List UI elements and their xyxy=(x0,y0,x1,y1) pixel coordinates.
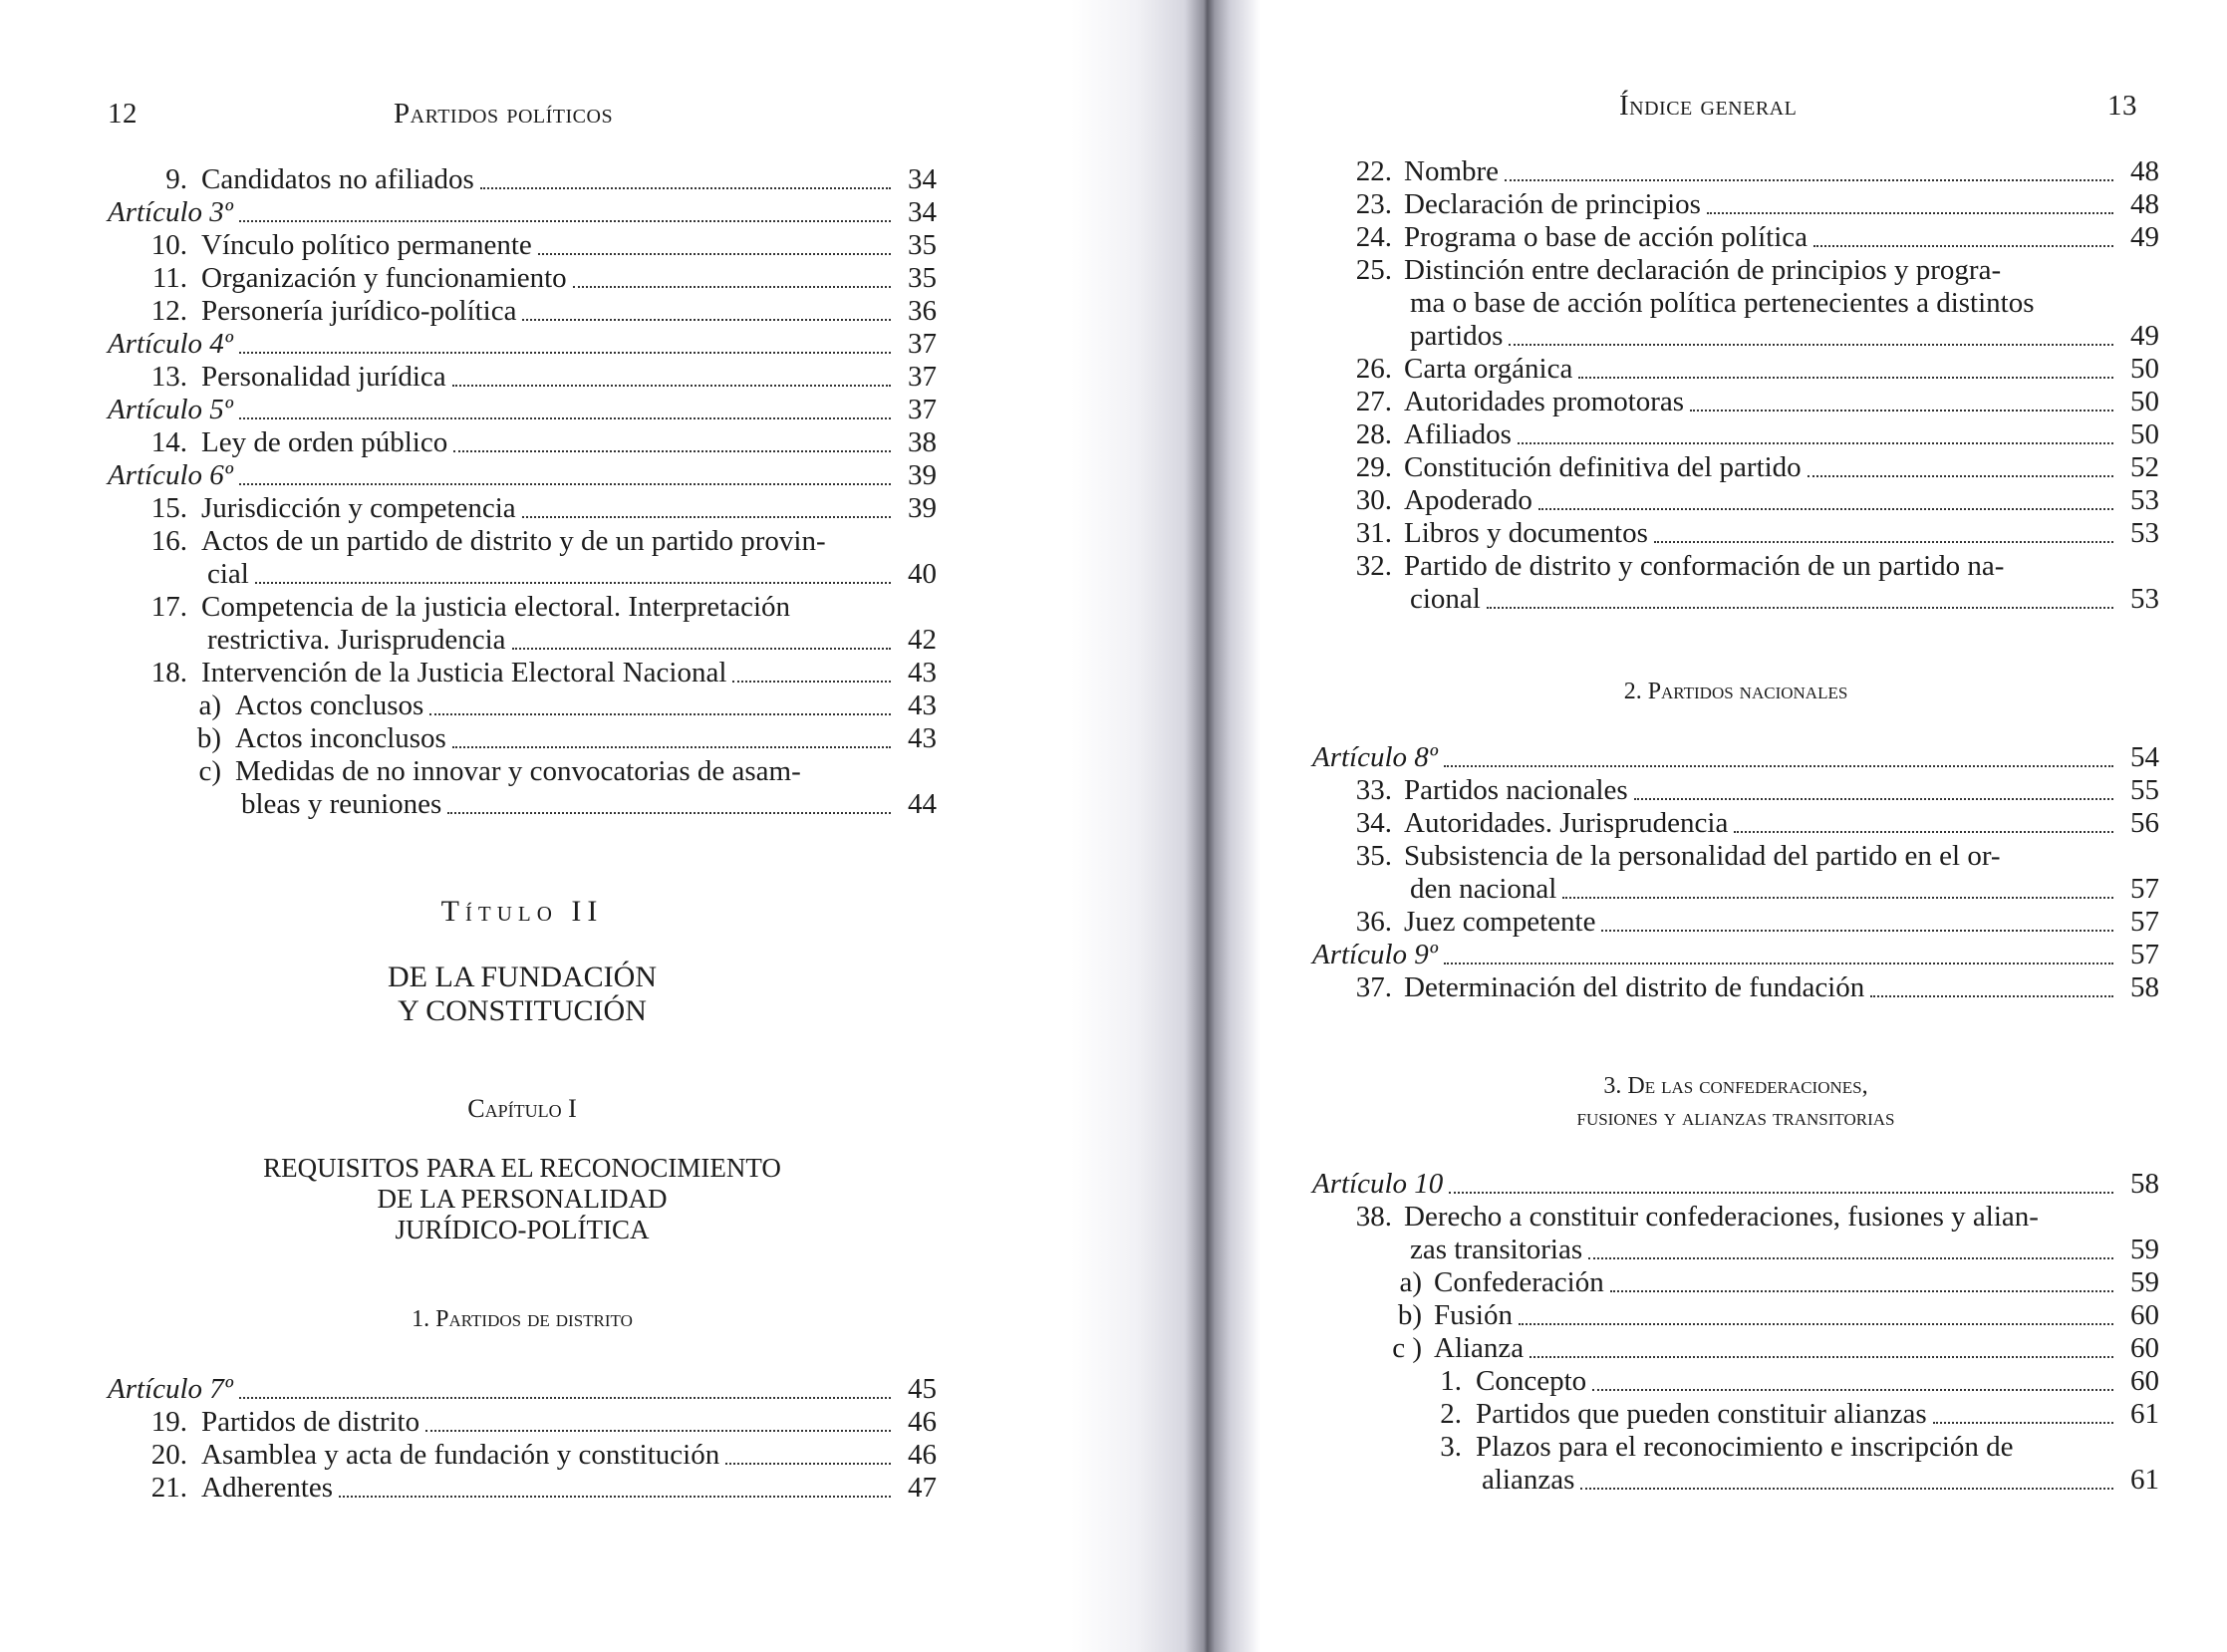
toc-entry-label: Artículo 9º xyxy=(1312,939,1438,970)
dot-leader xyxy=(1654,540,2113,543)
toc-entry-label: Jurisdicción y competencia xyxy=(201,492,516,524)
toc-article-row xyxy=(108,394,937,426)
toc-entry-label: Programa o base de acción política xyxy=(1404,221,1809,253)
toc-entry-number: b) xyxy=(196,722,221,754)
dot-leader xyxy=(425,1429,891,1432)
toc-entry xyxy=(1312,906,2159,939)
dot-leader xyxy=(1933,1421,2113,1424)
dot-leader xyxy=(1444,962,2113,964)
dot-leader xyxy=(452,384,891,387)
dot-leader xyxy=(538,252,891,255)
toc-page-number: 52 xyxy=(2130,451,2159,483)
dot-leader xyxy=(1808,474,2113,477)
toc-entry-label: Actos conclusos xyxy=(235,689,424,721)
toc-entry-label: Artículo 7º xyxy=(108,1373,233,1405)
toc-entry-label: Declaración de principios xyxy=(1404,188,1701,220)
toc-entry-number: 31. xyxy=(1355,517,1392,549)
toc-entry-text-line: Partido de distrito y conformación de un partido na- xyxy=(1404,550,2005,582)
toc-entry xyxy=(108,262,937,295)
toc-entry-label: Apoderado xyxy=(1404,484,1532,516)
dot-leader xyxy=(1734,830,2113,833)
toc-entry-number: 13. xyxy=(150,361,187,393)
toc-entry-label: Confederación xyxy=(1434,1266,1604,1298)
dot-leader xyxy=(522,318,891,321)
toc-page-number: 46 xyxy=(908,1406,937,1438)
dot-leader xyxy=(239,482,891,485)
toc-entry-number: 36. xyxy=(1355,906,1392,938)
toc-entry xyxy=(1312,254,2159,353)
toc-entry xyxy=(1312,155,2159,188)
toc-entry-number: 37. xyxy=(1355,971,1392,1003)
toc-article-row xyxy=(108,1373,937,1406)
running-head: Índice general xyxy=(1619,90,1798,122)
toc-entry-number: 29. xyxy=(1355,451,1392,483)
toc-entry-label: Afiliados xyxy=(1404,418,1512,450)
dot-leader xyxy=(1509,343,2113,346)
capitulo-label: Capítulo I xyxy=(467,1094,577,1123)
toc-entry xyxy=(1312,188,2159,221)
toc-entry xyxy=(108,426,937,459)
toc-page-number: 53 xyxy=(2130,484,2159,516)
dot-leader xyxy=(1519,1322,2113,1325)
toc-entry-number: 11. xyxy=(151,262,187,294)
toc-page-number: 43 xyxy=(908,722,937,754)
section-heading-line: 3. De las confederaciones, xyxy=(1603,1073,1868,1099)
toc-entry xyxy=(1312,1398,2159,1431)
toc-entry-number: 16. xyxy=(150,525,187,557)
toc-entry-number: 20. xyxy=(150,1439,187,1471)
toc-entry xyxy=(108,492,937,525)
toc-entry-label: Organización y funcionamiento xyxy=(201,262,567,294)
toc-entry-number: 38. xyxy=(1355,1201,1392,1233)
dot-leader xyxy=(1444,764,2113,767)
toc-entry-label: cial xyxy=(207,558,249,590)
toc-entry-label: restrictiva. Jurisprudencia xyxy=(207,624,506,656)
toc-page-number: 45 xyxy=(908,1373,937,1405)
toc-page-number: 50 xyxy=(2130,418,2159,450)
toc-page-number: 37 xyxy=(908,361,937,393)
dot-leader xyxy=(1813,244,2113,247)
toc-page-number: 43 xyxy=(908,689,937,721)
toc-entry xyxy=(1312,1299,2159,1332)
toc-page-number: 53 xyxy=(2130,583,2159,615)
toc-entry xyxy=(1312,1365,2159,1398)
toc-entry-number: 28. xyxy=(1355,418,1392,450)
toc-entry-number: 10. xyxy=(150,229,187,261)
toc-page-number: 43 xyxy=(908,657,937,688)
toc-page-number: 37 xyxy=(908,328,937,360)
toc-entry-label: Nombre xyxy=(1404,155,1500,187)
toc-page-number: 47 xyxy=(908,1472,937,1504)
toc-entry xyxy=(108,591,937,657)
toc-entry xyxy=(108,657,937,689)
toc-entry xyxy=(108,1439,937,1472)
toc-page-number: 50 xyxy=(2130,353,2159,385)
toc-entry-number: 35. xyxy=(1355,840,1392,872)
toc-page-number: 55 xyxy=(2130,774,2159,806)
toc-entry xyxy=(108,163,937,196)
toc-page-number: 60 xyxy=(2130,1365,2159,1397)
toc-entry xyxy=(108,755,937,821)
toc-page-number: 44 xyxy=(908,788,937,820)
toc-page-number: 39 xyxy=(908,492,937,524)
toc-entry-number: 2. xyxy=(1440,1398,1462,1430)
toc-entry-label: Carta orgánica xyxy=(1404,353,1573,385)
toc-entry xyxy=(1312,971,2159,1004)
toc-entry-number: 32. xyxy=(1355,550,1392,582)
page-number: 12 xyxy=(108,98,138,130)
toc-block xyxy=(108,163,937,821)
toc-entry xyxy=(1312,484,2159,517)
toc-entry-label: Partidos de distrito xyxy=(201,1406,420,1438)
toc-entry-number: 22. xyxy=(1355,155,1392,187)
toc-entry-label: Artículo 8º xyxy=(1312,741,1438,773)
toc-page-number: 58 xyxy=(2130,971,2159,1003)
toc-entry-number: 3. xyxy=(1440,1431,1462,1463)
left-page xyxy=(0,0,1071,1652)
toc-entry-number: 33. xyxy=(1355,774,1392,806)
capitulo-name-line: REQUISITOS PARA EL RECONOCIMIENTO xyxy=(263,1153,781,1183)
dot-leader xyxy=(255,581,891,584)
toc-article-row xyxy=(1312,1168,2159,1201)
toc-entry-label: Partidos que pueden constituir alianzas xyxy=(1476,1398,1927,1430)
capitulo-name xyxy=(108,1153,937,1245)
toc-entry-number: 18. xyxy=(150,657,187,688)
toc-article-row xyxy=(108,459,937,492)
toc-page-number: 58 xyxy=(2130,1168,2159,1200)
toc-entry xyxy=(1312,418,2159,451)
toc-entry-number: 15. xyxy=(150,492,187,524)
toc-entry-label: Actos inconclusos xyxy=(235,722,446,754)
toc-entry-label: Intervención de la Justicia Electoral Nacional xyxy=(201,657,727,688)
dot-leader xyxy=(453,449,891,452)
toc-entry-label: Partidos nacionales xyxy=(1404,774,1628,806)
page-number: 13 xyxy=(2107,90,2137,122)
toc-entry xyxy=(1312,550,2159,616)
toc-page-number: 60 xyxy=(2130,1332,2159,1364)
titulo-name-line: Y CONSTITUCIÓN xyxy=(398,994,647,1027)
toc-entry-number: 23. xyxy=(1355,188,1392,220)
dot-leader xyxy=(480,186,891,189)
toc-page-number: 40 xyxy=(908,558,937,590)
toc-page-number: 61 xyxy=(2130,1464,2159,1496)
capitulo-name-line: JURÍDICO-POLÍTICA xyxy=(395,1215,650,1244)
dot-leader xyxy=(1505,178,2113,181)
toc-entry xyxy=(1312,451,2159,484)
toc-entry-label: Artículo 4º xyxy=(108,328,233,360)
running-head: Partidos políticos xyxy=(394,98,614,130)
dot-leader xyxy=(1707,211,2113,214)
dot-leader xyxy=(522,515,891,518)
toc-entry-label: bleas y reuniones xyxy=(241,788,442,820)
toc-entry-label: Artículo 3º xyxy=(108,196,233,228)
toc-entry-label: Ley de orden público xyxy=(201,426,448,458)
dot-leader xyxy=(239,416,891,419)
dot-leader xyxy=(1578,376,2113,379)
toc-entry xyxy=(108,361,937,394)
capitulo-name-line: DE LA PERSONALIDAD xyxy=(377,1184,668,1214)
toc-page-number: 35 xyxy=(908,229,937,261)
toc-page-number: 37 xyxy=(908,394,937,425)
toc-entry xyxy=(1312,807,2159,840)
toc-page-number: 59 xyxy=(2130,1266,2159,1298)
dot-leader xyxy=(1449,1191,2113,1194)
toc-page-number: 50 xyxy=(2130,386,2159,417)
toc-entry-text-line: Subsistencia de la personalidad del partido en el or- xyxy=(1404,840,2001,872)
toc-page-number: 57 xyxy=(2130,906,2159,938)
right-page xyxy=(1260,0,2227,1652)
toc-entry xyxy=(108,229,937,262)
toc-entry xyxy=(108,1472,937,1505)
dot-leader xyxy=(1518,441,2113,444)
toc-entry-number: 19. xyxy=(150,1406,187,1438)
toc-entry-label: Constitución definitiva del partido xyxy=(1404,451,1802,483)
toc-entry xyxy=(108,295,937,328)
toc-page-number: 56 xyxy=(2130,807,2159,839)
toc-entry-number: 24. xyxy=(1355,221,1392,253)
dot-leader xyxy=(339,1495,891,1498)
toc-entry-text-line: Derecho a constituir confederaciones, fusiones y alian- xyxy=(1404,1201,2039,1233)
toc-entry-label: Adherentes xyxy=(201,1472,334,1504)
titulo-name xyxy=(108,961,937,1028)
toc-entry-number: 9. xyxy=(165,163,187,195)
toc-entry xyxy=(108,525,937,591)
toc-entry-number: 12. xyxy=(150,295,187,327)
toc-page-number: 61 xyxy=(2130,1398,2159,1430)
toc-article-row xyxy=(1312,741,2159,774)
toc-page-number: 42 xyxy=(908,624,937,656)
toc-entry xyxy=(1312,1266,2159,1299)
section-heading xyxy=(1312,1070,2159,1134)
dot-leader xyxy=(1588,1256,2113,1259)
dot-leader xyxy=(732,680,891,683)
toc-entry-number: c) xyxy=(198,755,221,787)
dot-leader xyxy=(512,647,891,650)
toc-entry-text-line: Plazos para el reconocimiento e inscripción de xyxy=(1476,1431,2014,1463)
toc-page-number: 49 xyxy=(2130,221,2159,253)
toc-block xyxy=(1312,741,2159,1004)
toc-entry-label: Determinación del distrito de fundación xyxy=(1404,971,1865,1003)
dot-leader xyxy=(239,219,891,222)
dot-leader xyxy=(452,745,891,748)
toc-page-number: 59 xyxy=(2130,1234,2159,1265)
toc-entry-label: Alianza xyxy=(1434,1332,1525,1364)
toc-page-number: 53 xyxy=(2130,517,2159,549)
toc-entry xyxy=(1312,1431,2159,1497)
toc-entry-number: 27. xyxy=(1355,386,1392,417)
toc-entry-label: Personería jurídico-política xyxy=(201,295,517,327)
dot-leader xyxy=(1601,929,2113,932)
toc-entry-label: Concepto xyxy=(1476,1365,1587,1397)
toc-entry xyxy=(1312,221,2159,254)
toc-entry-text-line: ma o base de acción política pertenecientes a distintos xyxy=(1410,287,2035,319)
toc-page-number: 54 xyxy=(2130,741,2159,773)
dot-leader xyxy=(239,351,891,354)
toc-entry-label: Fusión xyxy=(1434,1299,1513,1331)
toc-page-number: 34 xyxy=(908,163,937,195)
toc-page-number: 57 xyxy=(2130,873,2159,905)
dot-leader xyxy=(1580,1487,2113,1490)
dot-leader xyxy=(1538,507,2113,510)
toc-block xyxy=(108,1373,937,1505)
toc-entry xyxy=(1312,386,2159,418)
dot-leader xyxy=(1634,797,2113,800)
toc-article-row xyxy=(108,328,937,361)
toc-entry-number: a) xyxy=(198,689,221,721)
toc-entry-label: alianzas xyxy=(1482,1464,1575,1496)
toc-page-number: 60 xyxy=(2130,1299,2159,1331)
dot-leader xyxy=(1690,409,2113,412)
toc-page-number: 39 xyxy=(908,459,937,491)
section-heading: 2. Partidos nacionales xyxy=(1623,679,1848,704)
toc-entry-label: Personalidad jurídica xyxy=(201,361,446,393)
toc-article-row xyxy=(1312,939,2159,971)
toc-entry-number: b) xyxy=(1397,1299,1422,1331)
toc-entry-label: Asamblea y acta de fundación y constitución xyxy=(201,1439,720,1471)
toc-entry-number: 25. xyxy=(1355,254,1392,286)
toc-entry-text-line: Actos de un partido de distrito y de un partido provin- xyxy=(201,525,826,557)
toc-block xyxy=(1312,155,2159,616)
titulo-name-line: DE LA FUNDACIÓN xyxy=(388,961,657,993)
toc-page-number: 48 xyxy=(2130,155,2159,187)
toc-page-number: 36 xyxy=(908,295,937,327)
toc-entry-text-line: Distinción entre declaración de principios y progra- xyxy=(1404,254,2002,286)
toc-entry-number: 30. xyxy=(1355,484,1392,516)
dot-leader xyxy=(1530,1355,2113,1358)
toc-entry xyxy=(1312,1332,2159,1365)
toc-entry-label: Artículo 10 xyxy=(1312,1168,1444,1200)
toc-entry-number: 26. xyxy=(1355,353,1392,385)
toc-entry-number: 1. xyxy=(1440,1365,1462,1397)
toc-entry xyxy=(1312,517,2159,550)
toc-entry xyxy=(1312,774,2159,807)
dot-leader xyxy=(429,712,891,715)
toc-entry-label: Candidatos no afiliados xyxy=(201,163,474,195)
dot-leader xyxy=(447,811,891,814)
toc-entry-text-line: Competencia de la justicia electoral. Interpretación xyxy=(201,591,791,623)
toc-entry-label: Vínculo político permanente xyxy=(201,229,532,261)
toc-entry xyxy=(108,722,937,755)
section-heading: 1. Partidos de distrito xyxy=(412,1306,633,1332)
dot-leader xyxy=(239,1396,891,1399)
toc-entry-number: 14. xyxy=(150,426,187,458)
toc-page-number: 46 xyxy=(908,1439,937,1471)
toc-page-number: 49 xyxy=(2130,320,2159,352)
toc-page-number: 35 xyxy=(908,262,937,294)
dot-leader xyxy=(1592,1388,2113,1391)
toc-entry-label: den nacional xyxy=(1410,873,1557,905)
titulo-label: Título II xyxy=(440,895,604,928)
dot-leader xyxy=(1562,896,2113,899)
title-heading xyxy=(108,895,937,929)
toc-entry-text-line: Medidas de no innovar y convocatorias de asam- xyxy=(235,755,801,787)
toc-entry-label: Juez competente xyxy=(1404,906,1596,938)
toc-entry xyxy=(1312,353,2159,386)
dot-leader xyxy=(1610,1289,2113,1292)
toc-entry-label: zas transitorias xyxy=(1410,1234,1583,1265)
book-gutter xyxy=(1071,0,1260,1652)
toc-page-number: 34 xyxy=(908,196,937,228)
toc-entry-label: partidos xyxy=(1410,320,1504,352)
toc-entry-label: Artículo 6º xyxy=(108,459,233,491)
toc-entry-label: Autoridades. Jurisprudencia xyxy=(1404,807,1729,839)
dot-leader xyxy=(1870,994,2113,997)
toc-entry xyxy=(108,689,937,722)
toc-entry-label: Libros y documentos xyxy=(1404,517,1648,549)
toc-page-number: 57 xyxy=(2130,939,2159,970)
toc-entry-label: Artículo 5º xyxy=(108,394,233,425)
toc-entry xyxy=(108,1406,937,1439)
dot-leader xyxy=(573,285,891,288)
toc-entry-number: 21. xyxy=(150,1472,187,1504)
toc-entry-number: c ) xyxy=(1392,1332,1422,1364)
toc-entry-label: Autoridades promotoras xyxy=(1404,386,1685,417)
toc-entry-number: 34. xyxy=(1355,807,1392,839)
dot-leader xyxy=(1487,606,2113,609)
toc-block xyxy=(1312,1168,2159,1497)
dot-leader xyxy=(725,1462,891,1465)
toc-entry xyxy=(1312,840,2159,906)
toc-entry xyxy=(1312,1201,2159,1266)
toc-entry-number: a) xyxy=(1399,1266,1422,1298)
section-heading-line: fusiones y alianzas transitorias xyxy=(1576,1105,1895,1131)
toc-article-row xyxy=(108,196,937,229)
toc-entry-number: 17. xyxy=(150,591,187,623)
toc-page-number: 48 xyxy=(2130,188,2159,220)
toc-page-number: 38 xyxy=(908,426,937,458)
toc-entry-label: cional xyxy=(1410,583,1481,615)
